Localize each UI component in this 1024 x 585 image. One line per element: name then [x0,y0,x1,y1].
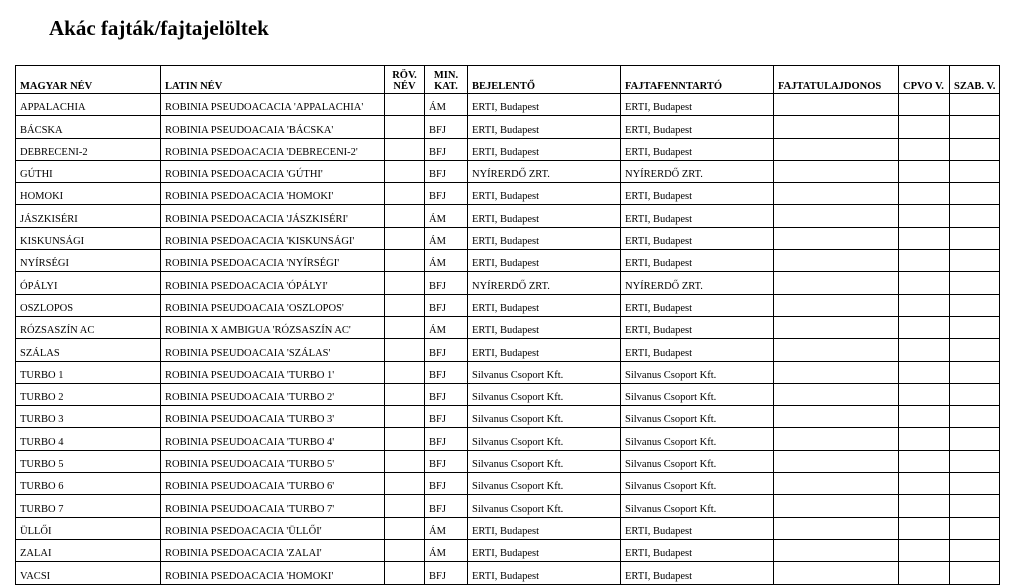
col-header-latin-nev: LATIN NÉV [161,66,385,94]
cell-min-kat: BFJ [425,294,468,316]
cell-bejelento: Silvanus Csoport Kft. [468,495,621,517]
cell-szab [950,94,1000,116]
cell-min-kat: BFJ [425,562,468,584]
cell-fajtafenntarto: Silvanus Csoport Kft. [621,473,774,495]
cell-rov-nev [385,473,425,495]
cell-cpvo [899,383,950,405]
cell-bejelento: Silvanus Csoport Kft. [468,406,621,428]
cell-bejelento: ERTI, Budapest [468,138,621,160]
cell-min-kat: ÁM [425,205,468,227]
cell-min-kat: ÁM [425,94,468,116]
cell-fajtatulajdonos [774,227,899,249]
cell-szab [950,116,1000,138]
cell-fajtafenntarto: Silvanus Csoport Kft. [621,428,774,450]
cell-bejelento: ERTI, Budapest [468,250,621,272]
col-header-cpvo: CPVO V. [899,66,950,94]
cell-magyar-nev: TURBO 1 [16,361,161,383]
cell-latin-nev: ROBINIA PSEUDOACACIA 'APPALACHIA' [161,94,385,116]
table-row [16,383,1000,405]
cell-fajtatulajdonos [774,205,899,227]
cell-cpvo [899,227,950,249]
cell-bejelento: ERTI, Budapest [468,316,621,338]
cell-magyar-nev: SZÁLAS [16,339,161,361]
cell-rov-nev [385,495,425,517]
cell-szab [950,316,1000,338]
cell-rov-nev [385,406,425,428]
cell-fajtafenntarto: ERTI, Budapest [621,227,774,249]
cell-latin-nev: ROBINIA PSEDOACACIA 'ÓPÁLYI' [161,272,385,294]
cell-magyar-nev: NYÍRSÉGI [16,250,161,272]
cell-cpvo [899,294,950,316]
cell-rov-nev [385,294,425,316]
cell-fajtafenntarto: NYÍRERDŐ ZRT. [621,272,774,294]
cell-cpvo [899,183,950,205]
cell-latin-nev: ROBINIA PSEUDOACAIA 'TURBO 7' [161,495,385,517]
cell-szab [950,473,1000,495]
cell-cpvo [899,361,950,383]
cell-rov-nev [385,562,425,584]
cell-cpvo [899,473,950,495]
cell-rov-nev [385,361,425,383]
cell-fajtatulajdonos [774,517,899,539]
cell-rov-nev [385,227,425,249]
cell-magyar-nev: GÚTHI [16,160,161,182]
varieties-table [15,65,1000,585]
table-row [16,406,1000,428]
cell-cpvo [899,495,950,517]
cell-cpvo [899,205,950,227]
cell-rov-nev [385,539,425,561]
cell-min-kat: BFJ [425,495,468,517]
cell-min-kat: ÁM [425,250,468,272]
cell-min-kat: BFJ [425,406,468,428]
cell-fajtafenntarto: ERTI, Budapest [621,138,774,160]
table-row [16,517,1000,539]
cell-fajtatulajdonos [774,406,899,428]
cell-magyar-nev: BÁCSKA [16,116,161,138]
table-row [16,495,1000,517]
cell-magyar-nev: TURBO 2 [16,383,161,405]
cell-latin-nev: ROBINIA PSEDOACACIA 'KISKUNSÁGI' [161,227,385,249]
cell-min-kat: ÁM [425,517,468,539]
cell-latin-nev: ROBINIA PSEDOACACIA 'ZALAI' [161,539,385,561]
cell-szab [950,339,1000,361]
cell-cpvo [899,428,950,450]
cell-fajtafenntarto: Silvanus Csoport Kft. [621,406,774,428]
table-header-row [16,66,1000,94]
cell-szab [950,250,1000,272]
cell-szab [950,428,1000,450]
cell-min-kat: BFJ [425,339,468,361]
cell-latin-nev: ROBINIA PSEUDOACAIA 'TURBO 5' [161,450,385,472]
cell-szab [950,517,1000,539]
cell-magyar-nev: ÓPÁLYI [16,272,161,294]
cell-fajtatulajdonos [774,428,899,450]
col-header-rov-nev [385,66,425,94]
cell-fajtatulajdonos [774,183,899,205]
cell-cpvo [899,316,950,338]
cell-szab [950,227,1000,249]
cell-fajtatulajdonos [774,450,899,472]
cell-min-kat: BFJ [425,473,468,495]
cell-bejelento: Silvanus Csoport Kft. [468,383,621,405]
cell-rov-nev [385,517,425,539]
cell-fajtafenntarto: ERTI, Budapest [621,294,774,316]
cell-min-kat: ÁM [425,227,468,249]
table-row [16,227,1000,249]
cell-szab [950,205,1000,227]
cell-bejelento: ERTI, Budapest [468,205,621,227]
cell-fajtatulajdonos [774,272,899,294]
cell-szab [950,138,1000,160]
cell-szab [950,294,1000,316]
cell-fajtatulajdonos [774,361,899,383]
cell-min-kat: BFJ [425,428,468,450]
cell-fajtafenntarto: Silvanus Csoport Kft. [621,383,774,405]
cell-cpvo [899,450,950,472]
cell-latin-nev: ROBINIA PSEDOACACIA 'HOMOKI' [161,183,385,205]
cell-bejelento: ERTI, Budapest [468,562,621,584]
cell-min-kat: BFJ [425,361,468,383]
cell-cpvo [899,562,950,584]
cell-fajtafenntarto: Silvanus Csoport Kft. [621,495,774,517]
cell-fajtatulajdonos [774,539,899,561]
cell-cpvo [899,339,950,361]
cell-magyar-nev: ZALAI [16,539,161,561]
cell-latin-nev: ROBINIA PSEUDOACAIA 'TURBO 1' [161,361,385,383]
col-header-min-kat [425,66,468,94]
cell-rov-nev [385,116,425,138]
cell-bejelento: Silvanus Csoport Kft. [468,428,621,450]
cell-bejelento: NYÍRERDŐ ZRT. [468,160,621,182]
cell-min-kat: BFJ [425,383,468,405]
cell-rov-nev [385,339,425,361]
table-row [16,562,1000,584]
cell-magyar-nev: JÁSZKISÉRI [16,205,161,227]
cell-fajtatulajdonos [774,294,899,316]
cell-magyar-nev: APPALACHIA [16,94,161,116]
cell-latin-nev: ROBINIA PSEDOACACIA 'HOMOKI' [161,562,385,584]
cell-min-kat: ÁM [425,539,468,561]
cell-fajtafenntarto: ERTI, Budapest [621,116,774,138]
cell-fajtafenntarto: ERTI, Budapest [621,94,774,116]
cell-magyar-nev: HOMOKI [16,183,161,205]
cell-rov-nev [385,250,425,272]
cell-min-kat: BFJ [425,138,468,160]
cell-fajtafenntarto: ERTI, Budapest [621,562,774,584]
cell-bejelento: ERTI, Budapest [468,183,621,205]
col-header-szab: SZAB. V. [950,66,1000,94]
cell-cpvo [899,517,950,539]
cell-magyar-nev: TURBO 7 [16,495,161,517]
cell-rov-nev [385,450,425,472]
table-row [16,138,1000,160]
col-header-fajtatulajdonos: FAJTATULAJDONOS [774,66,899,94]
cell-rov-nev [385,138,425,160]
cell-min-kat: ÁM [425,316,468,338]
cell-latin-nev: ROBINIA PSEDOACACIA 'NYÍRSÉGI' [161,250,385,272]
cell-bejelento: Silvanus Csoport Kft. [468,361,621,383]
table-row [16,94,1000,116]
cell-rov-nev [385,383,425,405]
cell-fajtafenntarto: ERTI, Budapest [621,539,774,561]
cell-szab [950,450,1000,472]
table-row [16,183,1000,205]
cell-bejelento: Silvanus Csoport Kft. [468,450,621,472]
cell-magyar-nev: TURBO 5 [16,450,161,472]
cell-rov-nev [385,160,425,182]
cell-magyar-nev: TURBO 3 [16,406,161,428]
cell-cpvo [899,406,950,428]
cell-fajtatulajdonos [774,316,899,338]
cell-fajtafenntarto: ERTI, Budapest [621,205,774,227]
cell-fajtatulajdonos [774,495,899,517]
col-header-rov-line1: RÖV. [392,70,417,81]
cell-rov-nev [385,183,425,205]
cell-bejelento: ERTI, Budapest [468,294,621,316]
cell-min-kat: BFJ [425,160,468,182]
cell-min-kat: BFJ [425,116,468,138]
col-header-min-line2: KAT. [434,81,458,92]
col-header-fajtafenntarto: FAJTAFENNTARTÓ [621,66,774,94]
cell-bejelento: ERTI, Budapest [468,339,621,361]
cell-bejelento: ERTI, Budapest [468,94,621,116]
cell-latin-nev: ROBINIA PSEUDOACAIA 'TURBO 4' [161,428,385,450]
cell-latin-nev: ROBINIA PSEUDOACAIA 'TURBO 3' [161,406,385,428]
cell-latin-nev: ROBINIA PSEUDOACAIA 'BÁCSKA' [161,116,385,138]
cell-rov-nev [385,94,425,116]
cell-magyar-nev: KISKUNSÁGI [16,227,161,249]
cell-szab [950,361,1000,383]
cell-latin-nev: ROBINIA PSEUDOACAIA 'TURBO 2' [161,383,385,405]
table-row [16,428,1000,450]
cell-fajtafenntarto: Silvanus Csoport Kft. [621,361,774,383]
cell-cpvo [899,138,950,160]
cell-cpvo [899,116,950,138]
cell-fajtafenntarto: Silvanus Csoport Kft. [621,450,774,472]
cell-bejelento: ERTI, Budapest [468,227,621,249]
cell-magyar-nev: RÓZSASZÍN AC [16,316,161,338]
cell-magyar-nev: TURBO 4 [16,428,161,450]
cell-fajtatulajdonos [774,473,899,495]
col-header-min-line1: MIN. [433,70,459,81]
cell-szab [950,183,1000,205]
cell-magyar-nev: OSZLOPOS [16,294,161,316]
table-row [16,160,1000,182]
cell-rov-nev [385,428,425,450]
cell-fajtafenntarto: ERTI, Budapest [621,316,774,338]
col-header-bejelento: BEJELENTŐ [468,66,621,94]
cell-bejelento: ERTI, Budapest [468,517,621,539]
table-row [16,294,1000,316]
cell-cpvo [899,250,950,272]
cell-rov-nev [385,272,425,294]
table-row [16,116,1000,138]
table-row [16,205,1000,227]
cell-fajtatulajdonos [774,116,899,138]
cell-magyar-nev: DEBRECENI-2 [16,138,161,160]
cell-cpvo [899,94,950,116]
cell-szab [950,495,1000,517]
cell-magyar-nev: VACSI [16,562,161,584]
cell-fajtafenntarto: NYÍRERDŐ ZRT. [621,160,774,182]
cell-fajtatulajdonos [774,339,899,361]
table-row [16,339,1000,361]
cell-cpvo [899,272,950,294]
cell-latin-nev: ROBINIA PSEDOACACIA 'GÚTHI' [161,160,385,182]
cell-min-kat: BFJ [425,450,468,472]
cell-fajtatulajdonos [774,250,899,272]
cell-szab [950,383,1000,405]
col-header-magyar-nev: MAGYAR NÉV [16,66,161,94]
page-title: Akác fajták/fajtajelöltek [49,16,269,40]
cell-bejelento: ERTI, Budapest [468,116,621,138]
cell-bejelento: ERTI, Budapest [468,539,621,561]
cell-szab [950,539,1000,561]
cell-szab [950,272,1000,294]
cell-latin-nev: ROBINIA PSEUDOACAIA 'TURBO 6' [161,473,385,495]
table-row [16,473,1000,495]
cell-fajtafenntarto: ERTI, Budapest [621,339,774,361]
cell-szab [950,406,1000,428]
cell-rov-nev [385,205,425,227]
cell-latin-nev: ROBINIA PSEDOACACIA 'ÜLLŐI' [161,517,385,539]
cell-fajtafenntarto: ERTI, Budapest [621,183,774,205]
table-row [16,250,1000,272]
cell-szab [950,160,1000,182]
table-row [16,272,1000,294]
cell-magyar-nev: ÜLLŐI [16,517,161,539]
cell-fajtatulajdonos [774,383,899,405]
cell-szab [950,562,1000,584]
cell-latin-nev: ROBINIA PSEDOACACIA 'JÁSZKISÉRI' [161,205,385,227]
cell-bejelento: NYÍRERDŐ ZRT. [468,272,621,294]
cell-rov-nev [385,316,425,338]
cell-latin-nev: ROBINIA PSEDOACACIA 'DEBRECENI-2' [161,138,385,160]
cell-bejelento: Silvanus Csoport Kft. [468,473,621,495]
cell-cpvo [899,539,950,561]
cell-latin-nev: ROBINIA PSEUDOACAIA 'SZÁLAS' [161,339,385,361]
table-row [16,539,1000,561]
cell-fajtatulajdonos [774,138,899,160]
col-header-rov-line2: NÉV [393,81,416,92]
cell-cpvo [899,160,950,182]
cell-fajtafenntarto: ERTI, Budapest [621,250,774,272]
table-row [16,450,1000,472]
cell-min-kat: BFJ [425,272,468,294]
table-row [16,316,1000,338]
cell-min-kat: BFJ [425,183,468,205]
cell-fajtafenntarto: ERTI, Budapest [621,517,774,539]
cell-fajtatulajdonos [774,562,899,584]
table-row [16,361,1000,383]
cell-fajtatulajdonos [774,94,899,116]
cell-magyar-nev: TURBO 6 [16,473,161,495]
cell-latin-nev: ROBINIA PSEUDOACAIA 'OSZLOPOS' [161,294,385,316]
cell-latin-nev: ROBINIA X AMBIGUA 'RÓZSASZÍN AC' [161,316,385,338]
cell-fajtatulajdonos [774,160,899,182]
